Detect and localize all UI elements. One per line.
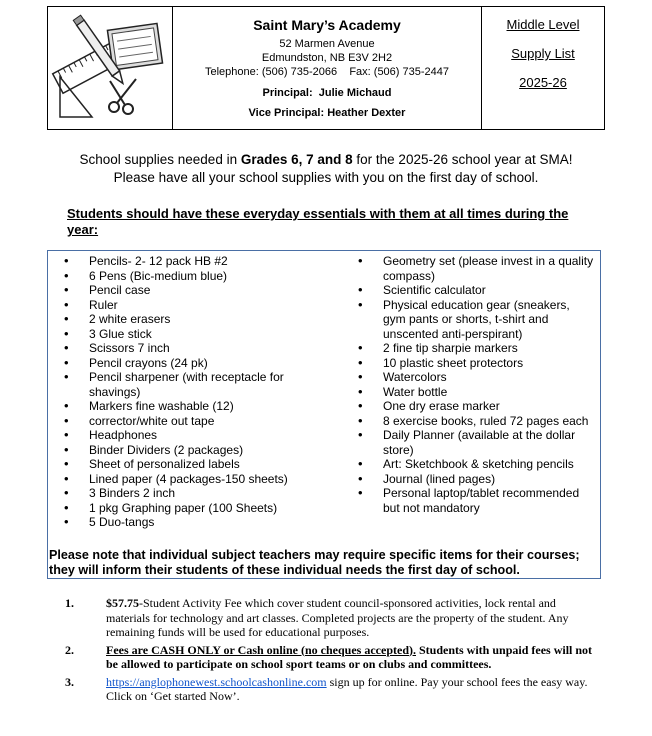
supply-item: • 5 Duo-tangs (64, 515, 304, 530)
fee-item-2 (65, 643, 600, 672)
supply-item: • 6 Pens (Bic-medium blue) (64, 269, 304, 284)
supplies-list-right (358, 254, 594, 515)
fee-description: -Student Activity Fee which cover student council-sponsored activities, lock rental and materials for technology and art classes. Completed projects are the property of the student. Any remaining funds will be used for educational purposes. (106, 596, 569, 639)
unpaid-fees-warning: Students with unpaid fees will not be allowed to participate on school sport teams or on clubs and committees. (106, 642, 593, 671)
intro-part2: for the 2025-26 school year at SMA! (352, 152, 573, 167)
supply-item: • Physical education gear (sneakers, gym pants or shorts, t-shirt and unscented anti-perspirant) (358, 298, 594, 342)
supply-item: • Art: Sketchbook & sketching pencils (358, 457, 594, 472)
supply-item: • Pencils- 2- 12 pack HB #2 (64, 254, 304, 269)
address-line1: 52 Marmen Avenue (279, 38, 375, 50)
supply-item: • Watercolors (358, 370, 594, 385)
list-title-supply: Supply List (511, 46, 575, 61)
school-name: Saint Mary’s Academy (253, 17, 401, 33)
supply-item: • Water bottle (358, 385, 594, 400)
supplies-box (47, 250, 601, 579)
supply-item: • Headphones (64, 428, 304, 443)
intro-text (40, 151, 612, 187)
fee-amount: $57.75 (106, 596, 139, 610)
header-table (47, 6, 605, 130)
supply-item: • Pencil crayons (24 pk) (64, 356, 304, 371)
supply-item: • Personal laptop/tablet recommended but not mandatory (358, 486, 594, 515)
teacher-note: Please note that individual subject teachers may require specific items for their courses; they will inform their students of these individual needs the first day of school. (49, 548, 580, 577)
supply-item: • Lined paper (4 packages-150 sheets) (64, 472, 304, 487)
fee-item-number: 1. (65, 596, 74, 610)
supply-list-title (481, 7, 604, 129)
supply-item: • Binder Dividers (2 packages) (64, 443, 304, 458)
supply-item: • 8 exercise books, ruled 72 pages each (358, 414, 594, 429)
principal: Principal: Julie Michaud (262, 87, 392, 99)
signup-text: sign up for online. Pay your school fees the easy way. Click on ‘Get started Now’. (106, 674, 588, 703)
fee-item-number: 3. (65, 674, 74, 689)
intro-grades: Grades 6, 7 and 8 (240, 152, 353, 167)
supplies-list-left (64, 254, 304, 530)
supply-item: • Pencil sharpener (with receptacle for shavings) (64, 370, 304, 399)
supply-item: • 2 fine tip sharpie markers (358, 341, 594, 356)
supply-item: • Scissors 7 inch (64, 341, 304, 356)
supply-item: • One dry erase marker (358, 399, 594, 414)
supply-item: • 1 pkg Graphing paper (100 Sheets) (64, 501, 304, 516)
phone-fax: Telephone: (506) 735-2066 Fax: (506) 735-2447 (205, 66, 449, 78)
supply-item: • Sheet of personalized labels (64, 457, 304, 472)
list-title-level: Middle Level (506, 17, 580, 32)
fee-item-3 (65, 675, 600, 704)
intro-part1: School supplies needed in (79, 152, 241, 167)
school-info (173, 7, 481, 129)
intro-line2: Please have all your school supplies with you on the first day of school. (113, 170, 539, 185)
supply-item: • 3 Glue stick (64, 327, 304, 342)
essentials-heading: Students should have these everyday essentials with them at all times during the year: (67, 206, 569, 237)
supply-item: • Journal (lined pages) (358, 472, 594, 487)
supply-item: • 10 plastic sheet protectors (358, 356, 594, 371)
cash-only-note: Fees are CASH ONLY or Cash online (no cheques accepted). (106, 642, 416, 657)
fee-item-number: 2. (65, 642, 74, 657)
supply-item: • 3 Binders 2 inch (64, 486, 304, 501)
supply-item: • Pencil case (64, 283, 304, 298)
supply-item: • Geometry set (please invest in a quality compass) (358, 254, 594, 283)
school-supplies-logo (48, 7, 173, 129)
fees-list (65, 596, 600, 707)
supply-item: • Markers fine washable (12) (64, 399, 304, 414)
supply-item: • corrector/white out tape (64, 414, 304, 429)
fee-item-1 (65, 596, 600, 640)
supply-item: • Ruler (64, 298, 304, 313)
supplies-clipart-icon (48, 7, 171, 129)
vice-principal: Vice Principal: Heather Dexter (248, 107, 406, 119)
supply-item: • Daily Planner (available at the dollar store) (358, 428, 594, 457)
address-line2: Edmundston, NB E3V 2H2 (261, 52, 393, 64)
school-cash-online-link[interactable]: https://anglophonewest.schoolcashonline.com (106, 674, 327, 689)
list-title-year: 2025-26 (519, 75, 567, 90)
supply-item: • Scientific calculator (358, 283, 594, 298)
supply-item: • 2 white erasers (64, 312, 304, 327)
